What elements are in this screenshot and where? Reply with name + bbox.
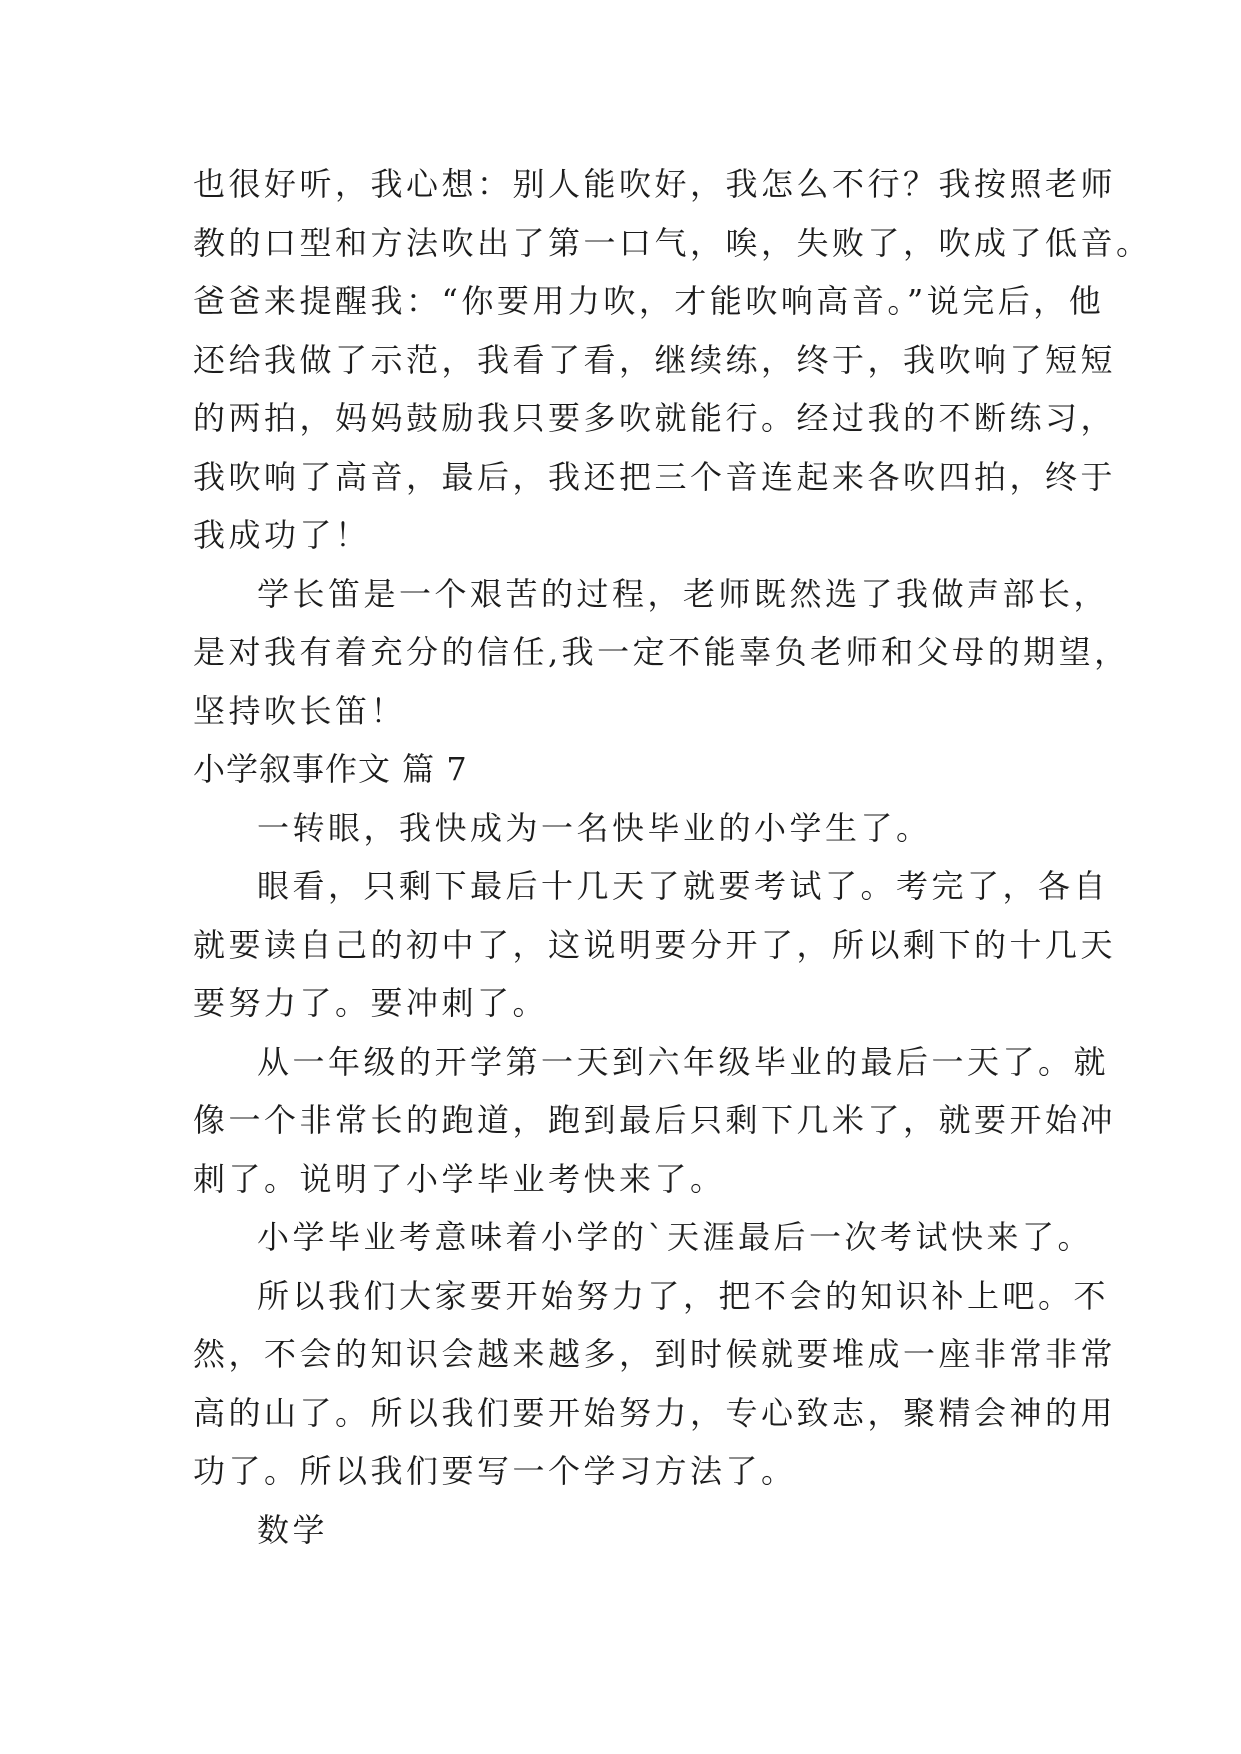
text-line: 是对我有着充分的信任,我一定不能辜负老师和父母的期望，: [193, 633, 1130, 671]
text-line: 功了。所以我们要写一个学习方法了。: [193, 1452, 797, 1490]
section-heading: 小学叙事作文 篇 7: [193, 750, 468, 788]
text-line: 也很好听，我心想：别人能吹好，我怎么不行？我按照老师: [193, 165, 1117, 203]
paragraph-first-line: 所以我们大家要开始努力了，把不会的知识补上吧。不: [257, 1276, 1110, 1315]
paragraph-first-line: 学长笛是一个艰苦的过程，老师既然选了我做声部长，: [257, 574, 1110, 613]
paragraph-first-line: 眼看，只剩下最后十几天了就要考试了。考完了，各自: [257, 867, 1110, 905]
text-line: 坚持吹长笛！: [193, 691, 407, 730]
text-line: 要努力了。要冲刺了。: [193, 984, 549, 1022]
text-line: 我吹响了高音，最后，我还把三个音连起来各吹四拍，终于: [193, 457, 1117, 496]
text-line: 然，不会的知识会越来越多，到时候就要堆成一座非常非常: [193, 1335, 1117, 1373]
text-line: 爸爸来提醒我：“你要用力吹，才能吹响高音。”说完后，他: [193, 282, 1105, 320]
paragraph-first-line: 一转眼，我快成为一名快毕业的小学生了。: [257, 808, 932, 847]
text-line: 就要读自己的初中了，这说明要分开了，所以剩下的十几天: [193, 925, 1117, 964]
text-line: 教的口型和方法吹出了第一口气，唉，失败了，吹成了低音。: [193, 223, 1152, 262]
text-line: 刺了。说明了小学毕业考快来了。: [193, 1159, 726, 1198]
text-line: 像一个非常长的跑道，跑到最后只剩下几米了，就要开始冲: [193, 1101, 1117, 1139]
text-line: 还给我做了示范，我看了看，继续练，终于，我吹响了短短: [193, 340, 1117, 379]
text-line: 高的山了。所以我们要开始努力，专心致志，聚精会神的用: [193, 1393, 1117, 1432]
document-body: [193, 155, 1152, 1559]
paragraph-first-line: 从一年级的开学第一天到六年级毕业的最后一天了。就: [257, 1042, 1110, 1081]
text-line: 我成功了！: [193, 516, 371, 554]
paragraph-first-line: 小学毕业考意味着小学的`天涯最后一次考试快来了。: [257, 1218, 1094, 1256]
text-line: 的两拍，妈妈鼓励我只要多吹就能行。经过我的不断练习，: [193, 399, 1117, 437]
paragraph-first-line: 数学: [257, 1510, 329, 1549]
